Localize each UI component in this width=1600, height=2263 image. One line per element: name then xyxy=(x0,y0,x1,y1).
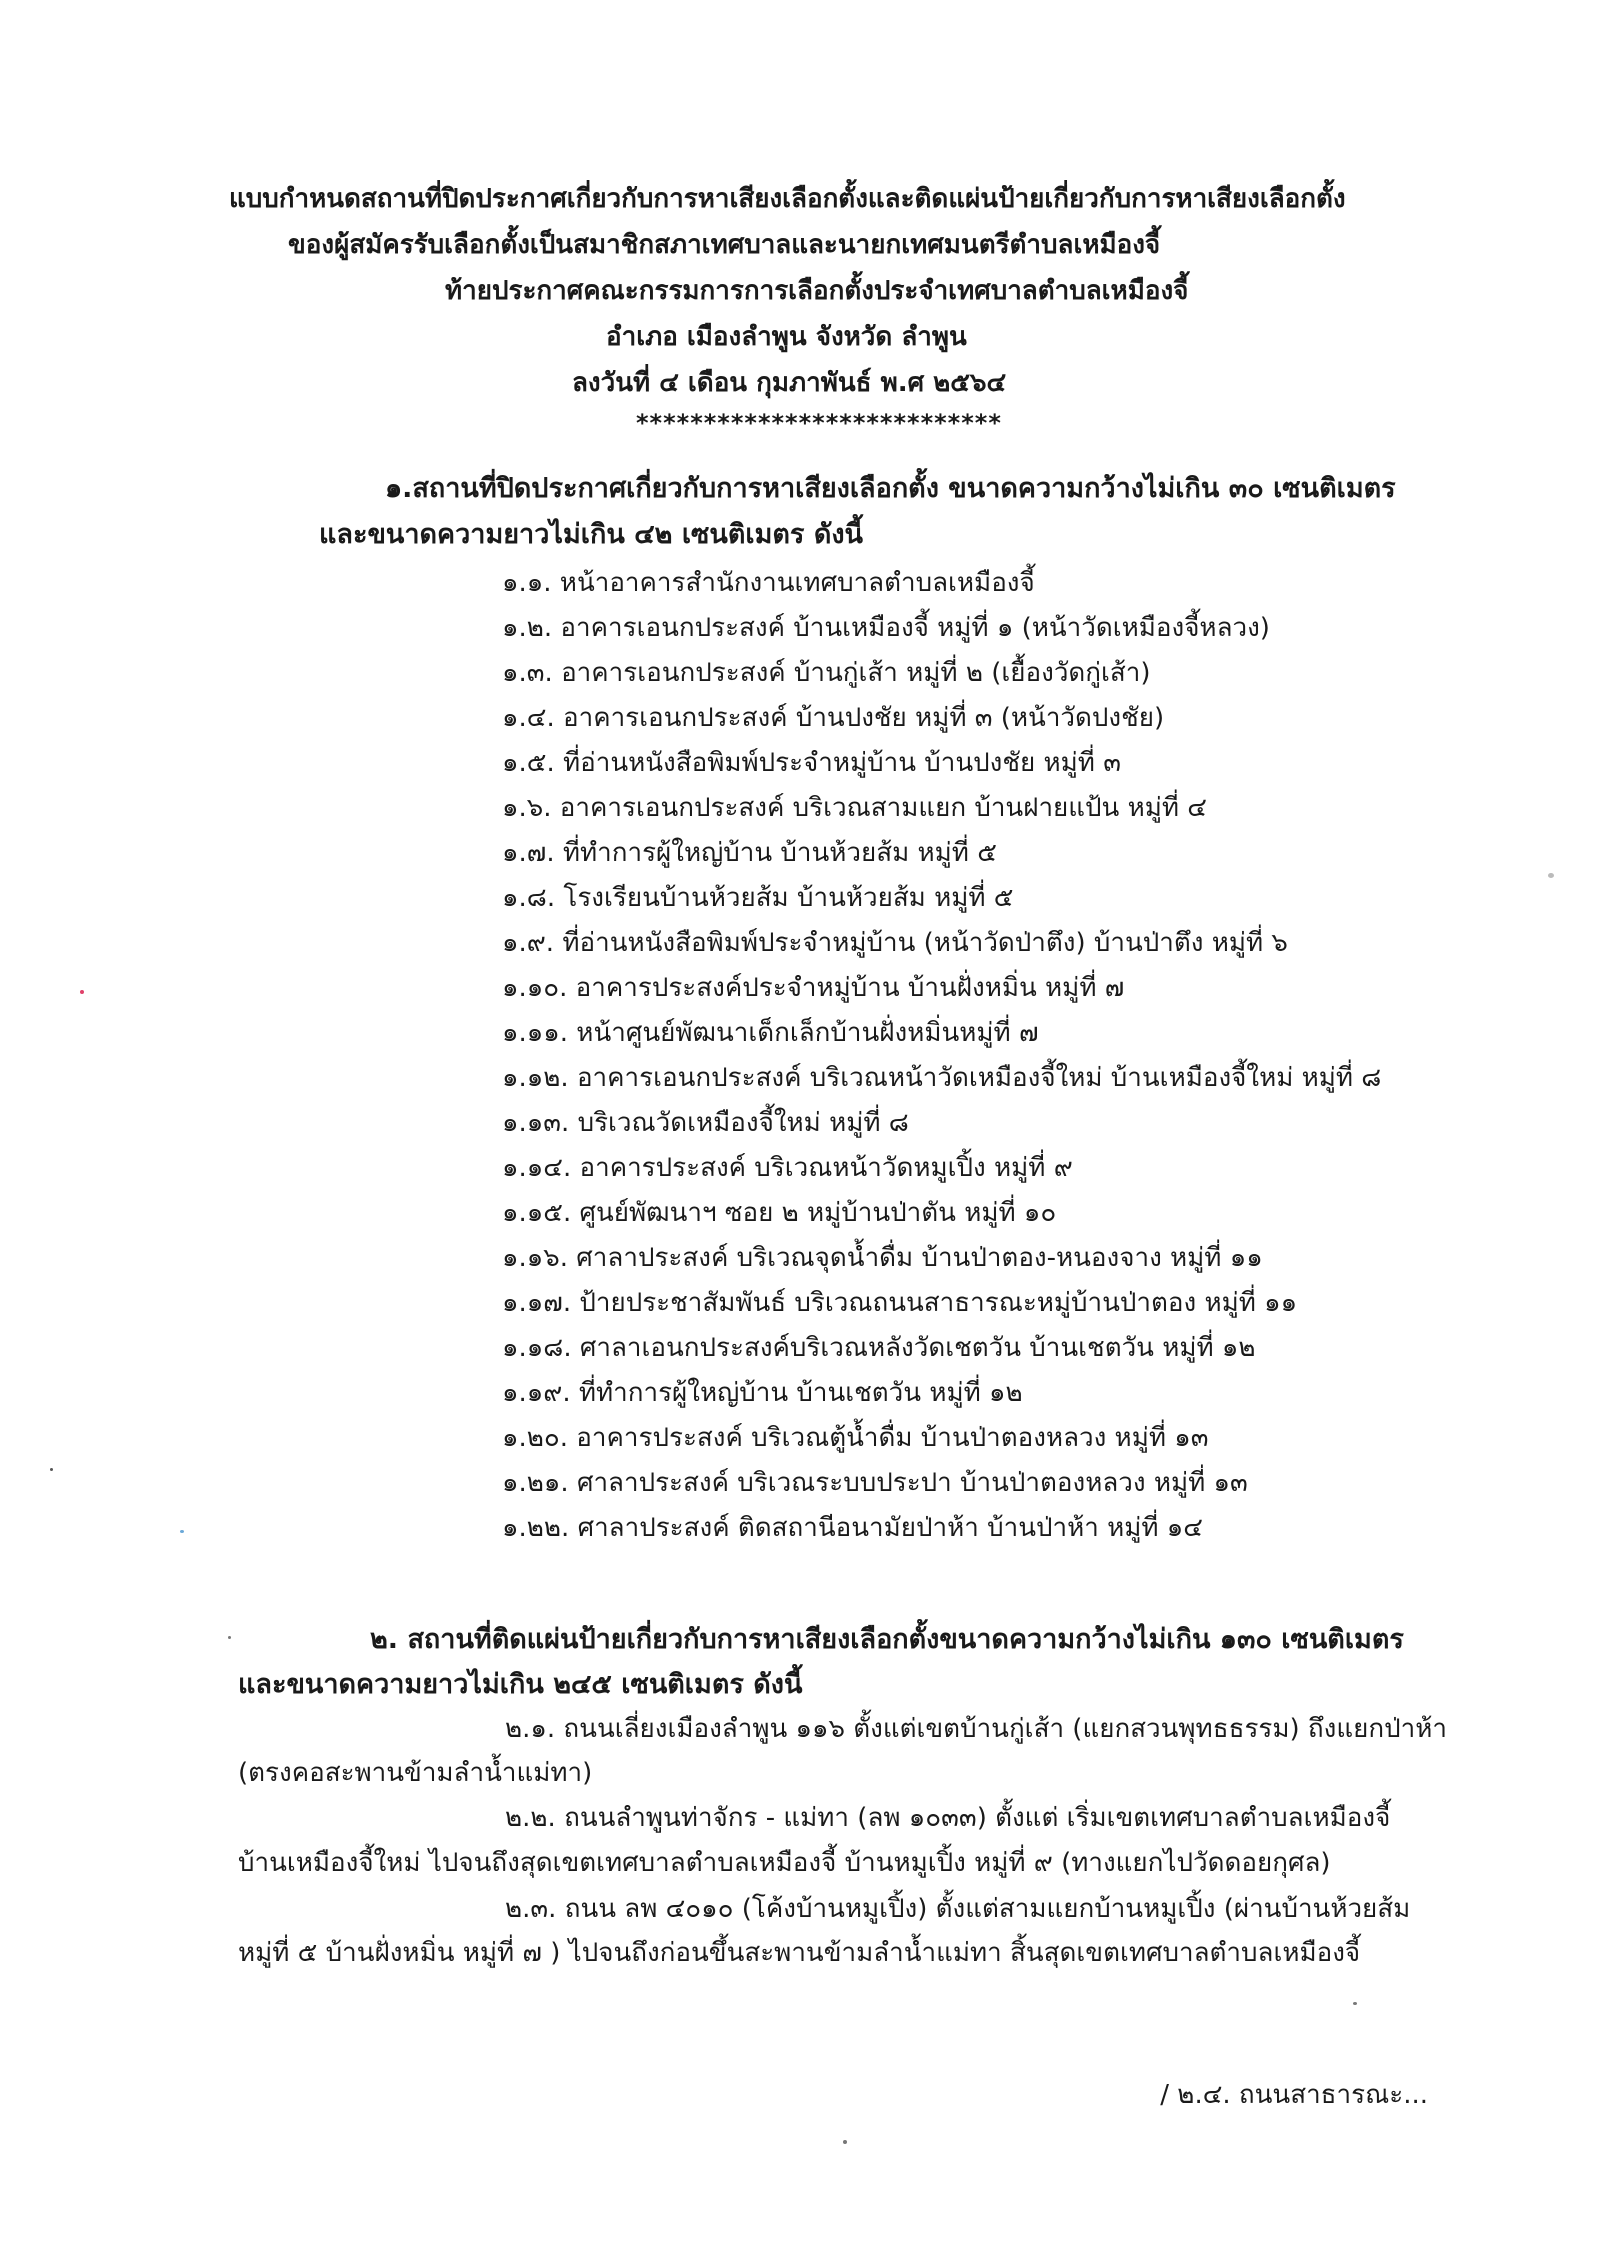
section-1-heading-line-1: ๑.สถานที่ปิดประกาศเกี่ยวกับการหาเสียงเลือกตั้ง ขนาดความกว้างไม่เกิน ๓๐ เซนติเมตร xyxy=(385,473,1396,504)
title-line-2: ของผู้สมัครรับเลือกตั้งเป็นสมาชิกสภาเทศบาลและนายกเทศมนตรีตำบลเหมืองจี้ xyxy=(288,230,1161,260)
title-line-5: ลงวันที่ ๔ เดือน กุมภาพันธ์ พ.ศ ๒๕๖๔ xyxy=(572,368,1007,398)
scan-speck xyxy=(180,1530,184,1533)
list-item: ๑.๑๕. ศูนย์พัฒนาฯ ซอย ๒ หมู่บ้านป่าตัน หมู่ที่ ๑๐ xyxy=(502,1198,1057,1228)
list-item: ๑.๑๗. ป้ายประชาสัมพันธ์ บริเวณถนนสาธารณะหมู่บ้านป่าตอง หมู่ที่ ๑๑ xyxy=(502,1288,1298,1318)
list-item: ๑.๒๑. ศาลาประสงค์ บริเวณระบบประปา บ้านป่าตองหลวง หมู่ที่ ๑๓ xyxy=(502,1468,1248,1498)
scan-speck xyxy=(1548,873,1554,878)
list-item: ๑.๙. ที่อ่านหนังสือพิมพ์ประจำหมู่บ้าน (หน้าวัดป่าตึง) บ้านป่าตึง หมู่ที่ ๖ xyxy=(502,928,1288,958)
scan-speck xyxy=(1353,2002,1357,2005)
title-line-4: อำเภอ เมืองลำพูน จังหวัด ลำพูน xyxy=(606,322,967,352)
list-item: ๑.๓. อาคารเอนกประสงค์ บ้านกู่เส้า หมู่ที่ ๒ (เยื้องวัดกู่เส้า) xyxy=(502,658,1151,688)
section-2-item-2-line-1: ๒.๒. ถนนลำพูนท่าจักร - แม่ทา (ลพ ๑๐๓๓) ตั้งแต่ เริ่มเขตเทศบาลตำบลเหมืองจี้ xyxy=(505,1803,1391,1833)
section-2-item-2-line-2: บ้านเหมืองจี้ใหม่ ไปจนถึงสุดเขตเทศบาลตำบลเหมืองจี้ บ้านหมูเปิ้ง หมู่ที่ ๙ (ทางแยกไปวัดดอยกุศล) xyxy=(238,1848,1331,1878)
list-item: ๑.๖. อาคารเอนกประสงค์ บริเวณสามแยก บ้านฝายแป้น หมู่ที่ ๔ xyxy=(502,793,1207,823)
section-1-list xyxy=(502,561,1381,1551)
scan-speck xyxy=(80,990,84,994)
list-item: ๑.๕. ที่อ่านหนังสือพิมพ์ประจำหมู่บ้าน บ้านปงชัย หมู่ที่ ๓ xyxy=(502,748,1121,778)
list-item: ๑.๑. หน้าอาคารสำนักงานเทศบาลตำบลเหมืองจี้ xyxy=(502,568,1035,598)
section-2-item-1-line-1: ๒.๑. ถนนเลี่ยงเมืองลำพูน ๑๑๖ ตั้งแต่เขตบ้านกู่เส้า (แยกสวนพุทธธรรม) ถึงแยกป่าห้า xyxy=(505,1714,1447,1744)
list-item: ๑.๑๐. อาคารประสงค์ประจำหมู่บ้าน บ้านฝั่งหมิ่น หมู่ที่ ๗ xyxy=(502,973,1125,1003)
document-title-block xyxy=(0,176,1600,440)
list-item: ๑.๑๘. ศาลาเอนกประสงค์บริเวณหลังวัดเชตวัน บ้านเชตวัน หมู่ที่ ๑๒ xyxy=(502,1333,1256,1363)
list-item: ๑.๑๖. ศาลาประสงค์ บริเวณจุดน้ำดื่ม บ้านป่าตอง-หนองจาง หมู่ที่ ๑๑ xyxy=(502,1243,1263,1273)
title-line-1: แบบกำหนดสถานที่ปิดประกาศเกี่ยวกับการหาเสียงเลือกตั้งและติดแผ่นป้ายเกี่ยวกับการหาเสียงเลือกตั้ง xyxy=(229,184,1346,214)
scan-speck xyxy=(50,1468,53,1471)
list-item: ๑.๘. โรงเรียนบ้านห้วยส้ม บ้านห้วยส้ม หมู่ที่ ๕ xyxy=(502,883,1014,913)
scan-speck xyxy=(228,1636,231,1639)
list-item: ๑.๑๓. บริเวณวัดเหมืองจี้ใหม่ หมู่ที่ ๘ xyxy=(502,1108,909,1138)
list-item: ๑.๒๒. ศาลาประสงค์ ติดสถานีอนามัยป่าห้า บ้านป่าห้า หมู่ที่ ๑๔ xyxy=(502,1513,1203,1543)
list-item: ๑.๑๙. ที่ทำการผู้ใหญ่บ้าน บ้านเชตวัน หมู่ที่ ๑๒ xyxy=(502,1378,1023,1408)
section-2-heading-line-1: ๒. สถานที่ติดแผ่นป้ายเกี่ยวกับการหาเสียงเลือกตั้งขนาดความกว้างไม่เกิน ๑๓๐ เซนติเมตร xyxy=(370,1624,1404,1655)
list-item: ๑.๒๐. อาคารประสงค์ บริเวณตู้น้ำดื่ม บ้านป่าตองหลวง หมู่ที่ ๑๓ xyxy=(502,1423,1209,1453)
section-2-item-1-line-2: (ตรงคอสะพานข้ามลำน้ำแม่ทา) xyxy=(238,1758,593,1788)
list-item: ๑.๑๔. อาคารประสงค์ บริเวณหน้าวัดหมูเปิ้ง หมู่ที่ ๙ xyxy=(502,1153,1073,1183)
section-2-item-3-line-2: หมู่ที่ ๕ บ้านฝั่งหมิ่น หมู่ที่ ๗ ) ไปจนถึงก่อนขึ้นสะพานข้ามลำน้ำแม่ทา สิ้นสุดเขตเทศบาลตำบลเหมืองจี้ xyxy=(238,1938,1361,1968)
page-continuation-note: / ๒.๔. ถนนสาธารณะ... xyxy=(1160,2080,1428,2110)
section-2-item-3-line-1: ๒.๓. ถนน ลพ ๔๐๑๐ (โค้งบ้านหมูเปิ้ง) ตั้งแต่สามแยกบ้านหมูเปิ้ง (ผ่านบ้านห้วยส้ม xyxy=(505,1894,1411,1924)
title-divider-stars: *************************** xyxy=(636,409,1002,437)
list-item: ๑.๗. ที่ทำการผู้ใหญ่บ้าน บ้านห้วยส้ม หมู่ที่ ๕ xyxy=(502,838,997,868)
scan-speck xyxy=(843,2140,847,2144)
list-item: ๑.๒. อาคารเอนกประสงค์ บ้านเหมืองจี้ หมู่ที่ ๑ (หน้าวัดเหมืองจี้หลวง) xyxy=(502,613,1270,643)
title-line-3: ท้ายประกาศคณะกรรมการการเลือกตั้งประจำเทศบาลตำบลเหมืองจี้ xyxy=(445,276,1189,306)
list-item: ๑.๔. อาคารเอนกประสงค์ บ้านปงชัย หมู่ที่ ๓ (หน้าวัดปงชัย) xyxy=(502,703,1165,733)
list-item: ๑.๑๑. หน้าศูนย์พัฒนาเด็กเล็กบ้านฝั่งหมิ่นหมู่ที่ ๗ xyxy=(502,1018,1039,1048)
list-item: ๑.๑๒. อาคารเอนกประสงค์ บริเวณหน้าวัดเหมืองจี้ใหม่ บ้านเหมืองจี้ใหม่ หมู่ที่ ๘ xyxy=(502,1063,1382,1093)
section-2-heading-line-2: และขนาดความยาวไม่เกิน ๒๔๕ เซนติเมตร ดังนี้ xyxy=(238,1669,803,1700)
section-1-heading-line-2: และขนาดความยาวไม่เกิน ๔๒ เซนติเมตร ดังนี้ xyxy=(319,519,864,550)
